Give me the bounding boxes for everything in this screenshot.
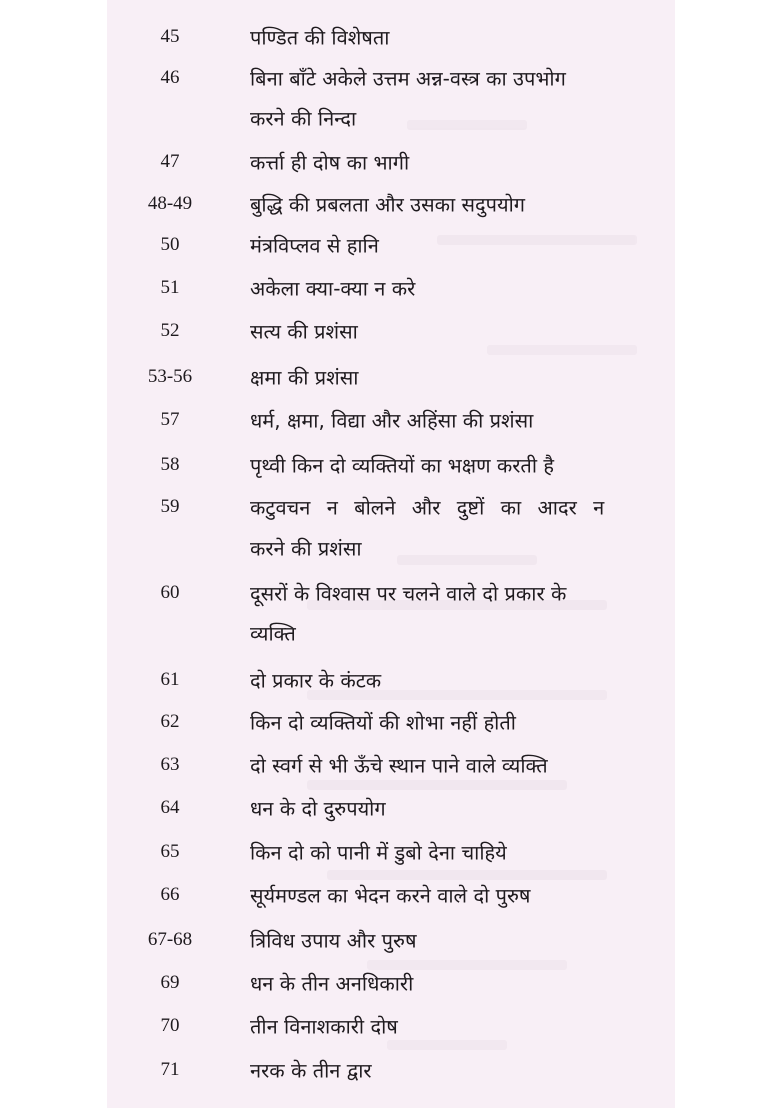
toc-verse-number: 65 <box>160 841 180 862</box>
toc-entry-title: किन दो को पानी में डुबो देना चाहिये <box>250 840 507 865</box>
toc-entry-title: व्यक्ति <box>250 621 296 646</box>
toc-verse-number: 71 <box>160 1059 180 1080</box>
toc-verse-number: 64 <box>160 797 180 818</box>
toc-entry-title: नरक के तीन द्वार <box>250 1058 372 1083</box>
toc-verse-number: 46 <box>160 67 180 88</box>
toc-verse-number: 50 <box>160 234 180 255</box>
toc-verse-number: 53-56 <box>147 366 193 387</box>
toc-entry-title: धर्म, क्षमा, विद्या और अहिंसा की प्रशंसा <box>250 408 534 433</box>
toc-verse-number: 58 <box>160 454 180 475</box>
toc-verse-number: 69 <box>160 972 180 993</box>
toc-entry-title: करने की निन्दा <box>250 106 357 131</box>
toc-entry-title: पृथ्वी किन दो व्यक्तियों का भक्षण करती है <box>250 453 554 478</box>
toc-entry-title: सूर्यमण्डल का भेदन करने वाले दो पुरुष <box>250 883 531 908</box>
toc-entry-title: क्षमा की प्रशंसा <box>250 365 359 390</box>
toc-entry-title: दो स्वर्ग से भी ऊँचे स्थान पाने वाले व्यक्ति <box>250 753 548 778</box>
toc-verse-number: 61 <box>160 669 180 690</box>
toc-verse-number: 67-68 <box>147 929 193 950</box>
toc-entry-title: कटुवचन न बोलने और दुष्टों का आदर न <box>250 495 605 520</box>
toc-entry-title: पण्डित की विशेषता <box>250 25 390 50</box>
toc-verse-number: 52 <box>160 320 180 341</box>
toc-verse-number: 48-49 <box>147 193 193 214</box>
toc-verse-number: 47 <box>160 151 180 172</box>
toc-verse-number: 62 <box>160 711 180 732</box>
toc-verse-number: 59 <box>160 496 180 517</box>
toc-entry-title: तीन विनाशकारी दोष <box>250 1014 398 1039</box>
toc-entry-title: सत्य की प्रशंसा <box>250 319 358 344</box>
toc-verse-number: 51 <box>160 277 180 298</box>
toc-entry-title: कर्त्ता ही दोष का भागी <box>250 150 410 175</box>
toc-entry-title: अकेला क्या-क्या न करे <box>250 276 416 301</box>
toc-verse-number: 70 <box>160 1015 180 1036</box>
toc-entry-title: करने की प्रशंसा <box>250 536 362 561</box>
toc-entry-title: किन दो व्यक्तियों की शोभा नहीं होती <box>250 710 516 735</box>
toc-entry-title: धन के दो दुरुपयोग <box>250 796 386 821</box>
toc-verse-number: 45 <box>160 26 180 47</box>
toc-entry-title: दूसरों के विश्वास पर चलने वाले दो प्रकार के <box>250 581 567 606</box>
toc-entry-title: दो प्रकार के कंटक <box>250 668 382 693</box>
toc-entry-title: त्रिविध उपाय और पुरुष <box>250 928 417 953</box>
toc-verse-number: 66 <box>160 884 180 905</box>
toc-verse-number: 60 <box>160 582 180 603</box>
toc-entry-title: बिना बाँटे अकेले उत्तम अन्न-वस्त्र का उपभोग <box>250 66 566 91</box>
toc-verse-number: 63 <box>160 754 180 775</box>
toc-entry-title: धन के तीन अनधिकारी <box>250 971 414 996</box>
toc-entry-title: मंत्रविप्लव से हानि <box>250 233 379 258</box>
toc-verse-number: 57 <box>160 409 180 430</box>
toc-entry-title: बुद्धि की प्रबलता और उसका सदुपयोग <box>250 192 526 217</box>
